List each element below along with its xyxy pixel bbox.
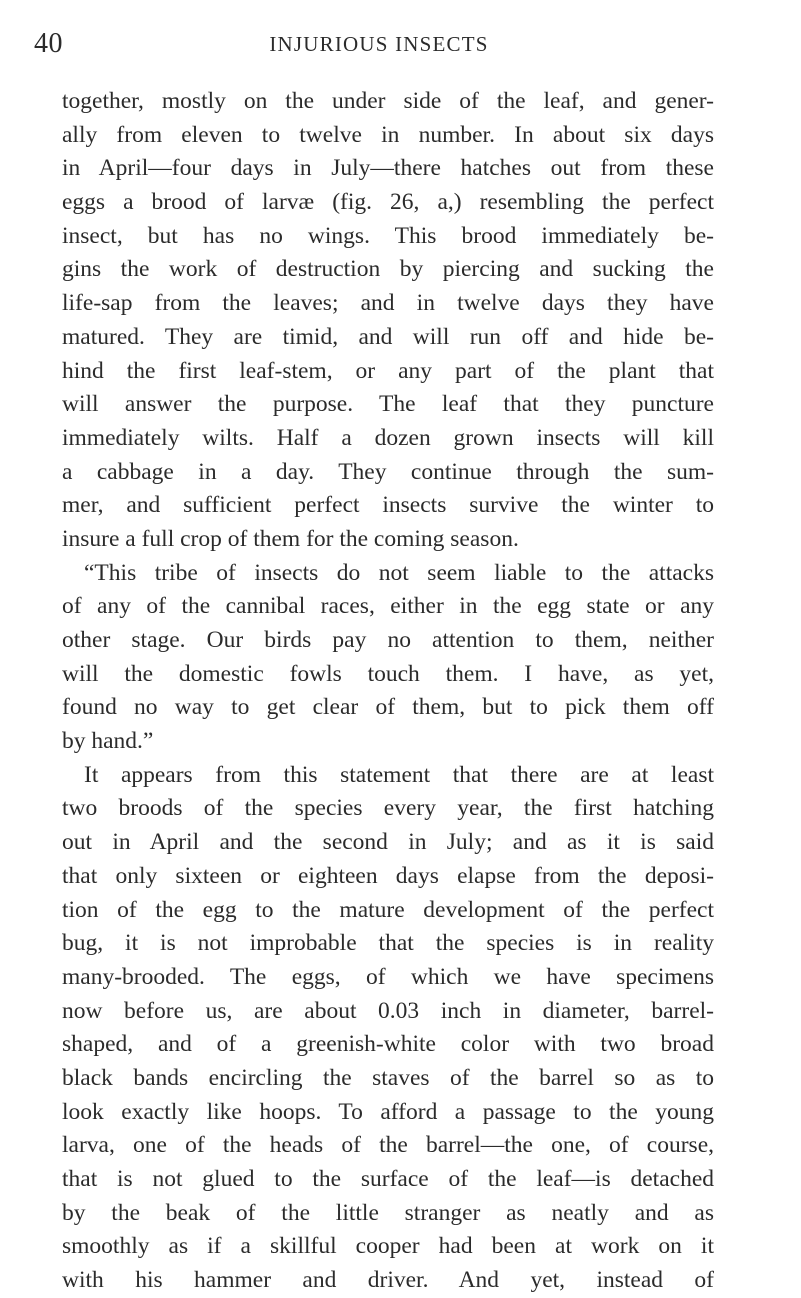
running-title: INJURIOUS INSECTS (269, 32, 489, 56)
text-line: bug, it is not improbable that the species is in reality (62, 930, 714, 957)
text-line: matured. They are timid, and will run off and hide be- (62, 323, 714, 350)
text-line: together, mostly on the under side of the leaf, and gener- (62, 88, 714, 114)
text-line: look exactly like hoops. To afford a passage to the young (62, 1098, 714, 1125)
page-number: 40 (34, 28, 63, 59)
body-text (62, 85, 714, 1298)
text-line: now before us, are about 0.03 inch in diameter, barrel- (62, 997, 714, 1024)
text-line: gins the work of destruction by piercing and sucking the (62, 256, 714, 283)
text-line: hind the first leaf-stem, or any part of the plant that (62, 357, 714, 384)
text-line: smoothly as if a skillful cooper had been at work on it (62, 1233, 714, 1260)
text-line: will the domestic fowls touch them. I have, as yet, (62, 660, 714, 687)
text-line: a cabbage in a day. They continue through the sum- (62, 458, 714, 485)
text-line: of any of the cannibal races, either in the egg state or any (62, 593, 714, 620)
text-line: found no way to get clear of them, but to pick them off (62, 694, 714, 721)
text-line: tion of the egg to the mature development of the perfect (62, 896, 714, 923)
text-line: that only sixteen or eighteen days elapse from the deposi- (62, 862, 714, 889)
text-line: black bands encircling the staves of the barrel so as to (62, 1064, 714, 1091)
text-line: ally from eleven to twelve in number. In about six days (62, 121, 714, 148)
text-line: in April—four days in July—there hatches out from these (62, 155, 714, 182)
text-line: two broods of the species every year, the first hatching (62, 795, 714, 822)
text-line: insect, but has no wings. This brood immediately be- (62, 222, 714, 249)
text-line: insure a full crop of them for the coming season. (62, 525, 519, 552)
text-line: will answer the purpose. The leaf that they puncture (62, 391, 714, 418)
text-line: It appears from this statement that there are at least (84, 761, 714, 788)
text-line: out in April and the second in July; and as it is said (62, 829, 714, 856)
text-line: mer, and sufficient perfect insects survive the winter to (62, 492, 714, 519)
text-line: larva, one of the heads of the barrel—the one, of course, (62, 1132, 714, 1159)
text-line: that is not glued to the surface of the leaf—is detached (62, 1166, 714, 1192)
text-line: life-sap from the leaves; and in twelve days they have (62, 290, 714, 317)
text-line: shaped, and of a greenish-white color with two broad (62, 1031, 714, 1058)
text-line: other stage. Our birds pay no attention to them, neither (62, 627, 714, 653)
text-line: by the beak of the little stranger as neatly and as (62, 1199, 714, 1226)
text-line: eggs a brood of larvæ (fig. 26, a,) resembling the perfect (62, 189, 714, 216)
text-line: by hand.” (62, 728, 154, 755)
running-head (34, 28, 724, 68)
text-line: “This tribe of insects do not seem liable to the attacks (84, 559, 714, 586)
text-line: immediately wilts. Half a dozen grown insects will kill (62, 424, 714, 451)
text-line: many-brooded. The eggs, of which we have specimens (62, 963, 714, 990)
text-line: with his hammer and driver. And yet, instead of (62, 1267, 714, 1294)
